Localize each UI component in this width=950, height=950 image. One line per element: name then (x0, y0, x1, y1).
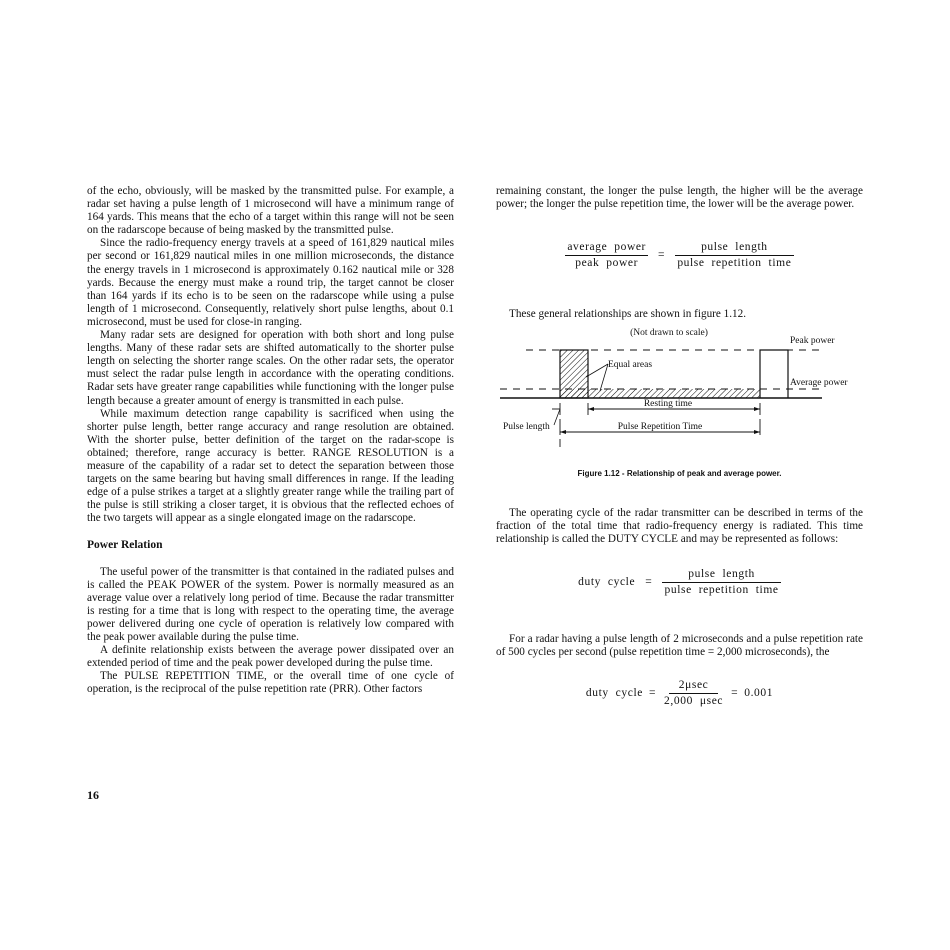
denominator: peak power (575, 257, 639, 270)
paragraph: The PULSE REPETITION TIME, or the overall time of one cycle of operation, is the reciprocal of the pulse repetition rate (PRR). Other factors (87, 670, 454, 696)
figure-1-12 (496, 325, 863, 465)
equals-sign: = (657, 249, 666, 262)
paragraph: The operating cycle of the radar transmitter can be described in terms of the fraction of the total time that radio-frequency energy is radiated. This time relationship is called the DUTY CYCLE and may be represented as follows: (496, 506, 863, 545)
figure-caption: Figure 1.12 - Relationship of peak and average power. (577, 469, 782, 479)
peak-power-label: Peak power (790, 336, 835, 347)
average-power-area (560, 389, 760, 398)
denominator: 2,000 μsec (664, 695, 724, 708)
left-column (87, 185, 454, 696)
equation-duty-cycle-example (496, 679, 863, 708)
resting-time-label: Resting time (643, 399, 693, 410)
arrowhead (754, 430, 760, 434)
paragraph: of the echo, obviously, will be masked by the transmitted pulse. For example, a radar set having a pulse length of 1 microsecond will have a minimum range of 164 yards. This means that the echo of a target within this range will not be seen on the radarscope because of being masked by the transmitted pulse. (87, 185, 454, 237)
numerator: 2μsec (669, 679, 719, 694)
paragraph: For a radar having a pulse length of 2 microseconds and a pulse repetition rate of 500 cycles per second (pulse repetition time = 2,000 microseconds), the (496, 633, 863, 659)
numerator: average power (565, 241, 648, 256)
average-power-label: Average power (790, 378, 848, 389)
equals-sign: = (731, 687, 739, 700)
right-column (496, 185, 863, 708)
paragraph: The useful power of the transmitter is that contained in the radiated pulses and is called the PEAK POWER of the system. Power is normally measured as an average value over a relatively long period of time. Because the radar transmitter is resting for a time that is long with respect to the operating time, the average power delivered during one cycle of operation is relatively low compared with the peak power available during the pulse time. (87, 565, 454, 643)
pulse-length-label: Pulse length (503, 422, 550, 433)
arrowhead (754, 407, 760, 411)
equation-result: 0.001 (744, 687, 774, 700)
equal-areas-label: Equal areas (608, 360, 653, 371)
fraction (662, 679, 725, 708)
figure-note: (Not drawn to scale) (630, 328, 708, 339)
fraction (675, 241, 794, 270)
fraction (662, 568, 781, 597)
section-heading: Power Relation (87, 539, 163, 552)
paragraph: remaining constant, the longer the pulse length, the higher will be the average power; the longer the pulse repetition time, the lower will be the average power. (496, 185, 863, 211)
numerator: pulse length (675, 241, 794, 256)
page-number: 16 (87, 788, 99, 802)
pulse-length-pointer (554, 409, 560, 425)
equation-lhs: duty cycle (585, 687, 643, 700)
equals-sign: = (648, 687, 657, 700)
paragraph: While maximum detection range capability is sacrificed when using the shorter pulse length, better range accuracy and range resolution are obtained. With the shorter pulse, better definition of the target on the radar-scope is obtained; therefore, range accuracy is better. RANGE RESOLUTION is a measure of the capability of a radar set to detect the separation between those targets on the same bearing but having small differences in range. If the leading edge of a pulse strikes a target at a slightly greater range while the trailing part of the pulse is still striking a closer target, it is obvious that the reflected echoes of the two targets will appear as a single elongated image on the radarscope. (87, 407, 454, 525)
arrowhead (560, 430, 566, 434)
paragraph: Since the radio-frequency energy travels at a speed of 161,829 nautical miles per second or 161,829 nautical miles in one million microseconds, the distance the energy travels in 1 microsecond is approximately 0.162 nautical mile or 328 yards. Because the energy must make a round trip, the target cannot be closer than 164 yards if its echo is to be seen on the radarscope while using a pulse length of 1 microsecond. Consequently, relatively short pulse lengths, about 0.1 microsecond, must be used for close-in ranging. (87, 237, 454, 328)
paragraph: A definite relationship exists between the average power dissipated over an extended period of time and the peak power developed during the pulse time. (87, 644, 454, 670)
pulse-2 (760, 350, 788, 398)
numerator: pulse length (662, 568, 781, 583)
paragraph: Many radar sets are designed for operation with both short and long pulse lengths. Many of these radar sets are shifted automatically to the shorter pulse length on selecting the shorter range scales. On the other radar sets, the operator must select the radar pulse length in accordance with the operating conditions. Radar sets have greater range capabilities while functioning with the longer pulse length because a greater amount of energy is transmitted in each pulse. (87, 329, 454, 407)
equation-power-ratio (496, 241, 863, 270)
fraction (565, 241, 648, 270)
equation-lhs: duty cycle (578, 575, 636, 588)
equals-sign: = (645, 575, 653, 588)
denominator: pulse repetition time (677, 257, 792, 270)
figure-intro: These general relationships are shown in figure 1.12. (509, 308, 747, 321)
denominator: pulse repetition time (664, 583, 779, 596)
prt-label: Pulse Repetition Time (617, 422, 703, 433)
equation-duty-cycle (496, 568, 863, 597)
